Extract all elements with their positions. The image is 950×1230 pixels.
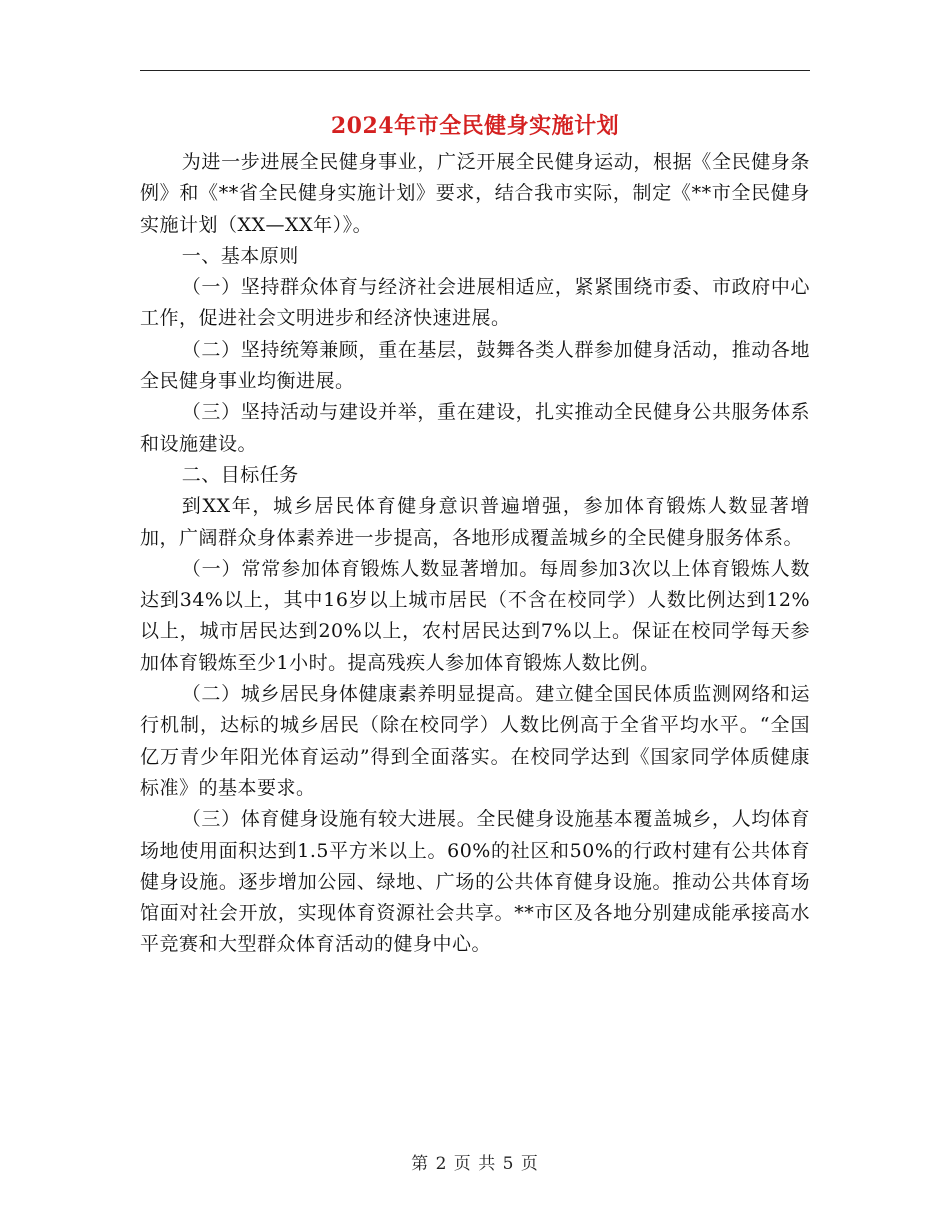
principle-1-paragraph: （一）坚持群众体育与经济社会进展相适应，紧紧围绕市委、市政府中心工作，促进社会文明进步和经济快速进展。 bbox=[140, 276, 810, 330]
goal-1-paragraph: （一）常常参加体育锻炼人数显著增加。每周参加3次以上体育锻炼人数达到34%以上，其中16岁以上城市居民（不含在校同学）人数比例达到12%以上，城市居民达到20%以上，农村居民达到7%以上。保证在校同学每天参加体育锻炼至少1小时。提高残疾人参加体育锻炼人数比例。 bbox=[140, 557, 810, 674]
document-title: 2024年市全民健身实施计划 bbox=[330, 113, 620, 139]
document-body bbox=[140, 147, 810, 961]
page-number-footer: 第 2 页 共 5 页 bbox=[411, 1154, 539, 1174]
section-heading-goals: 二、目标任务 bbox=[181, 463, 299, 486]
principle-3-paragraph: （三）坚持活动与建设并举，重在建设，扎实推动全民健身公共服务体系和设施建设。 bbox=[140, 401, 810, 455]
goal-3-paragraph: （三）体育健身设施有较大进展。全民健身设施基本覆盖城乡，人均体育场地使用面积达到1.5平方米以上。60%的社区和50%的行政村建有公共体育健身设施。逐步增加公园、绿地、广场的公共体育健身设施。推动公共体育场馆面对社会开放，实现体育资源社会共享。**市区及各地分别建成能承接高水平竞赛和大型群众体育活动的健身中心。 bbox=[140, 808, 810, 956]
section-heading-principles: 一、基本原则 bbox=[181, 244, 299, 267]
intro-paragraph: 为进一步进展全民健身事业，广泛开展全民健身运动，根据《全民健身条例》和《**省全民健身实施计划》要求，结合我市实际，制定《**市全民健身实施计划（XX—XX年）》。 bbox=[140, 151, 810, 236]
goals-overview-paragraph: 到XX年，城乡居民体育健身意识普遍增强，参加体育锻炼人数显著增加，广阔群众身体素养进一步提高，各地形成覆盖城乡的全民健身服务体系。 bbox=[140, 495, 810, 549]
principle-2-paragraph: （二）坚持统筹兼顾，重在基层，鼓舞各类人群参加健身活动，推动各地全民健身事业均衡进展。 bbox=[140, 338, 810, 393]
goal-2-paragraph: （二）城乡居民身体健康素养明显提高。建立健全国民体质监测网络和运行机制，达标的城乡居民（除在校同学）人数比例高于全省平均水平。“全国亿万青少年阳光体育运动”得到全面落实。在校同学达到《国家同学体质健康标准》的基本要求。 bbox=[140, 683, 810, 799]
header-rule bbox=[140, 70, 810, 71]
